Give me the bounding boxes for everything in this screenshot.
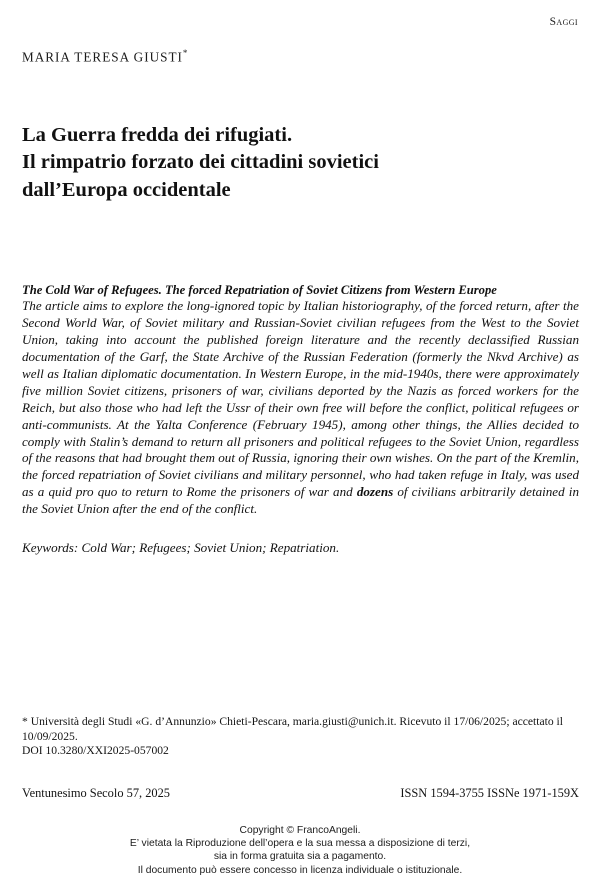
article-title-line-1: La Guerra fredda dei rifugiati. [22, 123, 293, 146]
running-head: Saggi [549, 16, 578, 28]
author-affiliation-footnote [22, 715, 580, 759]
abstract-body-part-1: The article aims to explore the long-ignored topic by Italian historiography, of the forced return, after the Second World War, of Soviet military and Russian-Soviet civilian refugees from the West to the Soviet Union, taking into account the published foreign literature and the recently declassified Russian documentation of the Garf, the State Archive of the Russian Federation (formerly the Nkvd Archive) as well as Italian diplomatic documentation. In Western Europe, in the mid-1940s, there were approximately five million Soviet citizens, prisoners of war, civilians deported by the Nazis as forced workers for the Reich, but also those who had left the Ussr of their own free will before the conflict, political refugees or anti-communists. At the Yalta Conference (February 1945), among other things, the Allies decided to comply with Stalin’s demand to return all prisoners and political refugees to the Soviet Union, regardless of the reasons that had brought them out of Russia, ignoring their own wishes. On the part of the Kremlin, the forced repatriation of Soviet civilians and military personnel, who had taken refuge in Italy, was used as a quid pro quo to return to Rome the prisoners of war and [22, 298, 579, 500]
abstract-english-title: The Cold War of Refugees. The forced Repatriation of Soviet Citizens from Western Europe [22, 283, 497, 297]
article-title [22, 122, 578, 205]
copyright-line-3: sia in forma gratuita sia a pagamento. [213, 851, 387, 863]
copyright-line-1: Copyright © FrancoAngeli. [239, 825, 361, 836]
journal-issue-reference: Ventunesimo Secolo 57, 2025 [22, 786, 170, 800]
author-name [22, 48, 578, 65]
copyright-line-2: E’ vietata la Riproduzione dell’opera e la sua messa a disposizione di terzi, [129, 838, 471, 850]
copyright-line-4: Il documento può essere concesso in licenza individuale o istituzionale. [137, 864, 463, 876]
abstract-emphasis-word: dozens [356, 484, 394, 500]
author-footnote-marker: * [182, 48, 188, 58]
abstract-body-part-2: of civilians arbitrarily detained in the Soviet Union after the end of the conflict. [22, 484, 579, 517]
article-title-line-3: dall’Europa occidentale [22, 178, 231, 201]
journal-issn: ISSN 1594-3755 ISSNe 1971-159X [400, 786, 579, 800]
journal-footer [22, 786, 579, 801]
doi-line: DOI 10.3280/XXI2025-057002 [22, 744, 169, 758]
abstract-body [22, 298, 579, 518]
footnote-text: Università degli Studi «G. d’Annunzio» Chieti-Pescara, maria.giusti@unich.it. Ricevuto il 17/06/2025; accettato il 10/09/2025. [22, 715, 563, 743]
publisher-copyright-notice [0, 824, 600, 877]
abstract-block [22, 282, 579, 557]
footnote-marker: * [22, 715, 28, 728]
article-title-line-2: Il rimpatrio forzato dei cittadini sovietici [22, 151, 379, 174]
keywords-line: Keywords: Cold War; Refugees; Soviet Union; Repatriation. [22, 540, 340, 556]
author-name-text: MARIA TERESA GIUSTI [22, 49, 183, 65]
